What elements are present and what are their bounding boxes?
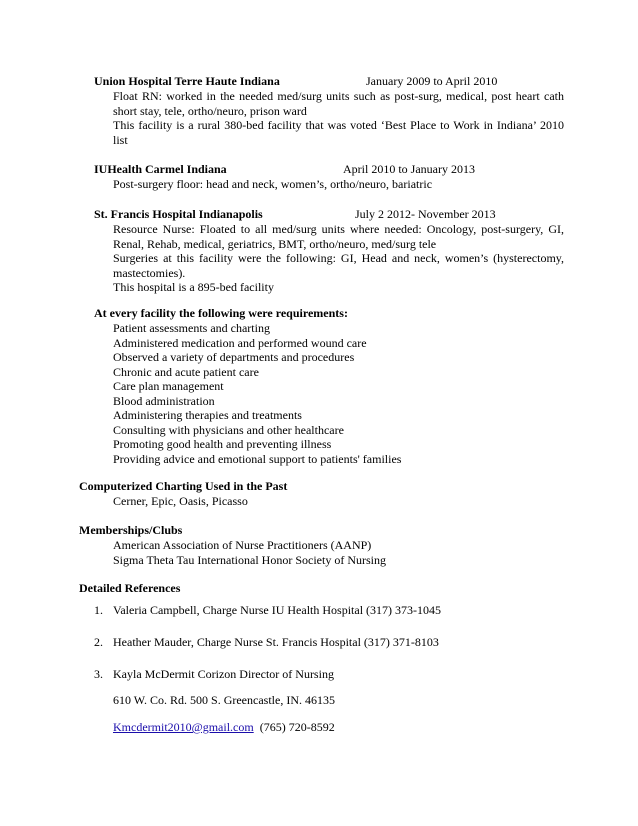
reference-number: 3. (94, 667, 103, 681)
list-item: Administering therapies and treatments (113, 408, 302, 422)
job-iuhealth-carmel (94, 162, 564, 192)
reference-item (94, 603, 441, 618)
job-header (94, 162, 564, 177)
job-dates: January 2009 to April 2010 (366, 74, 498, 88)
memberships-list (79, 538, 564, 567)
job-line: This facility is a rural 380-bed facility that was voted ‘Best Place to Work in Indiana’ 2010 list (113, 118, 564, 147)
job-employer: IUHealth Carmel Indiana (94, 162, 227, 176)
job-line: Float RN: worked in the needed med/surg units such as post-surg, medical, post heart cath short stay, tele, ortho/neuro, prison ward (113, 89, 564, 118)
references-section (79, 581, 564, 596)
job-dates: July 2 2012- November 2013 (355, 207, 496, 221)
reference-address: 610 W. Co. Rd. 500 S. Greencastle, IN. 46135 (113, 693, 335, 707)
job-employer: St. Francis Hospital Indianapolis (94, 207, 263, 221)
list-item: Administered medication and performed wound care (113, 335, 367, 350)
reference-contact (113, 720, 335, 735)
section-title: Computerized Charting Used in the Past (79, 479, 288, 493)
list-item: Providing advice and emotional support to patients' families (113, 451, 402, 466)
job-line: Surgeries at this facility were the following: GI, Head and neck, women’s (hysterectomy, mastectomies). (113, 251, 564, 280)
list-item: Observed a variety of departments and procedures (113, 350, 355, 364)
list-item: Consulting with physicians and other healthcare (113, 422, 344, 437)
reference-text: Heather Mauder, Charge Nurse St. Francis Hospital (317) 371-8103 (113, 635, 439, 649)
job-line: Post-surgery floor: head and neck, women’s, ortho/neuro, bariatric (113, 177, 433, 191)
charting-list (79, 494, 564, 509)
reference-number: 2. (94, 635, 103, 649)
list-item: Care plan management (113, 379, 224, 393)
requirements-title: At every facility the following were requirements: (94, 306, 348, 320)
job-line: This hospital is a 895-bed facility (113, 280, 274, 294)
reference-text: Kayla McDermit Corizon Director of Nursing (113, 667, 334, 681)
job-line: Resource Nurse: Floated to all med/surg units where needed: Oncology, post-surgery, GI, Renal, Rehab, medical, geriatrics, BMT, ortho/neuro, med/surg tele (113, 222, 564, 251)
job-description (113, 222, 564, 295)
list-item: American Association of Nurse Practitioners (AANP) (113, 538, 372, 552)
reference-phone: (765) 720-8592 (259, 720, 335, 734)
reference-item (94, 635, 439, 650)
section-title: Memberships/Clubs (79, 523, 183, 537)
job-st-francis (94, 207, 564, 295)
email-link[interactable]: Kmcdermit2010@gmail.com (113, 720, 254, 734)
job-description (113, 89, 564, 147)
reference-number: 1. (94, 603, 103, 617)
job-dates: April 2010 to January 2013 (343, 162, 475, 176)
list-item: Cerner, Epic, Oasis, Picasso (113, 494, 248, 508)
reference-item (94, 667, 334, 682)
job-header (94, 207, 564, 222)
section-title: Detailed References (79, 581, 181, 595)
charting-section (79, 479, 564, 509)
list-item: Blood administration (113, 393, 215, 408)
list-item: Chronic and acute patient care (113, 364, 259, 379)
job-union-hospital (94, 74, 564, 147)
reference-text: Valeria Campbell, Charge Nurse IU Health Hospital (317) 373-1045 (113, 603, 442, 617)
requirements-list (94, 321, 564, 466)
requirements-section (94, 306, 564, 466)
list-item: Patient assessments and charting (113, 321, 270, 335)
job-header (94, 74, 564, 89)
job-employer: Union Hospital Terre Haute Indiana (94, 74, 280, 88)
list-item: Promoting good health and preventing illness (113, 437, 332, 451)
memberships-section (79, 523, 564, 567)
job-description (113, 177, 564, 192)
list-item: Sigma Theta Tau International Honor Society of Nursing (113, 552, 386, 567)
